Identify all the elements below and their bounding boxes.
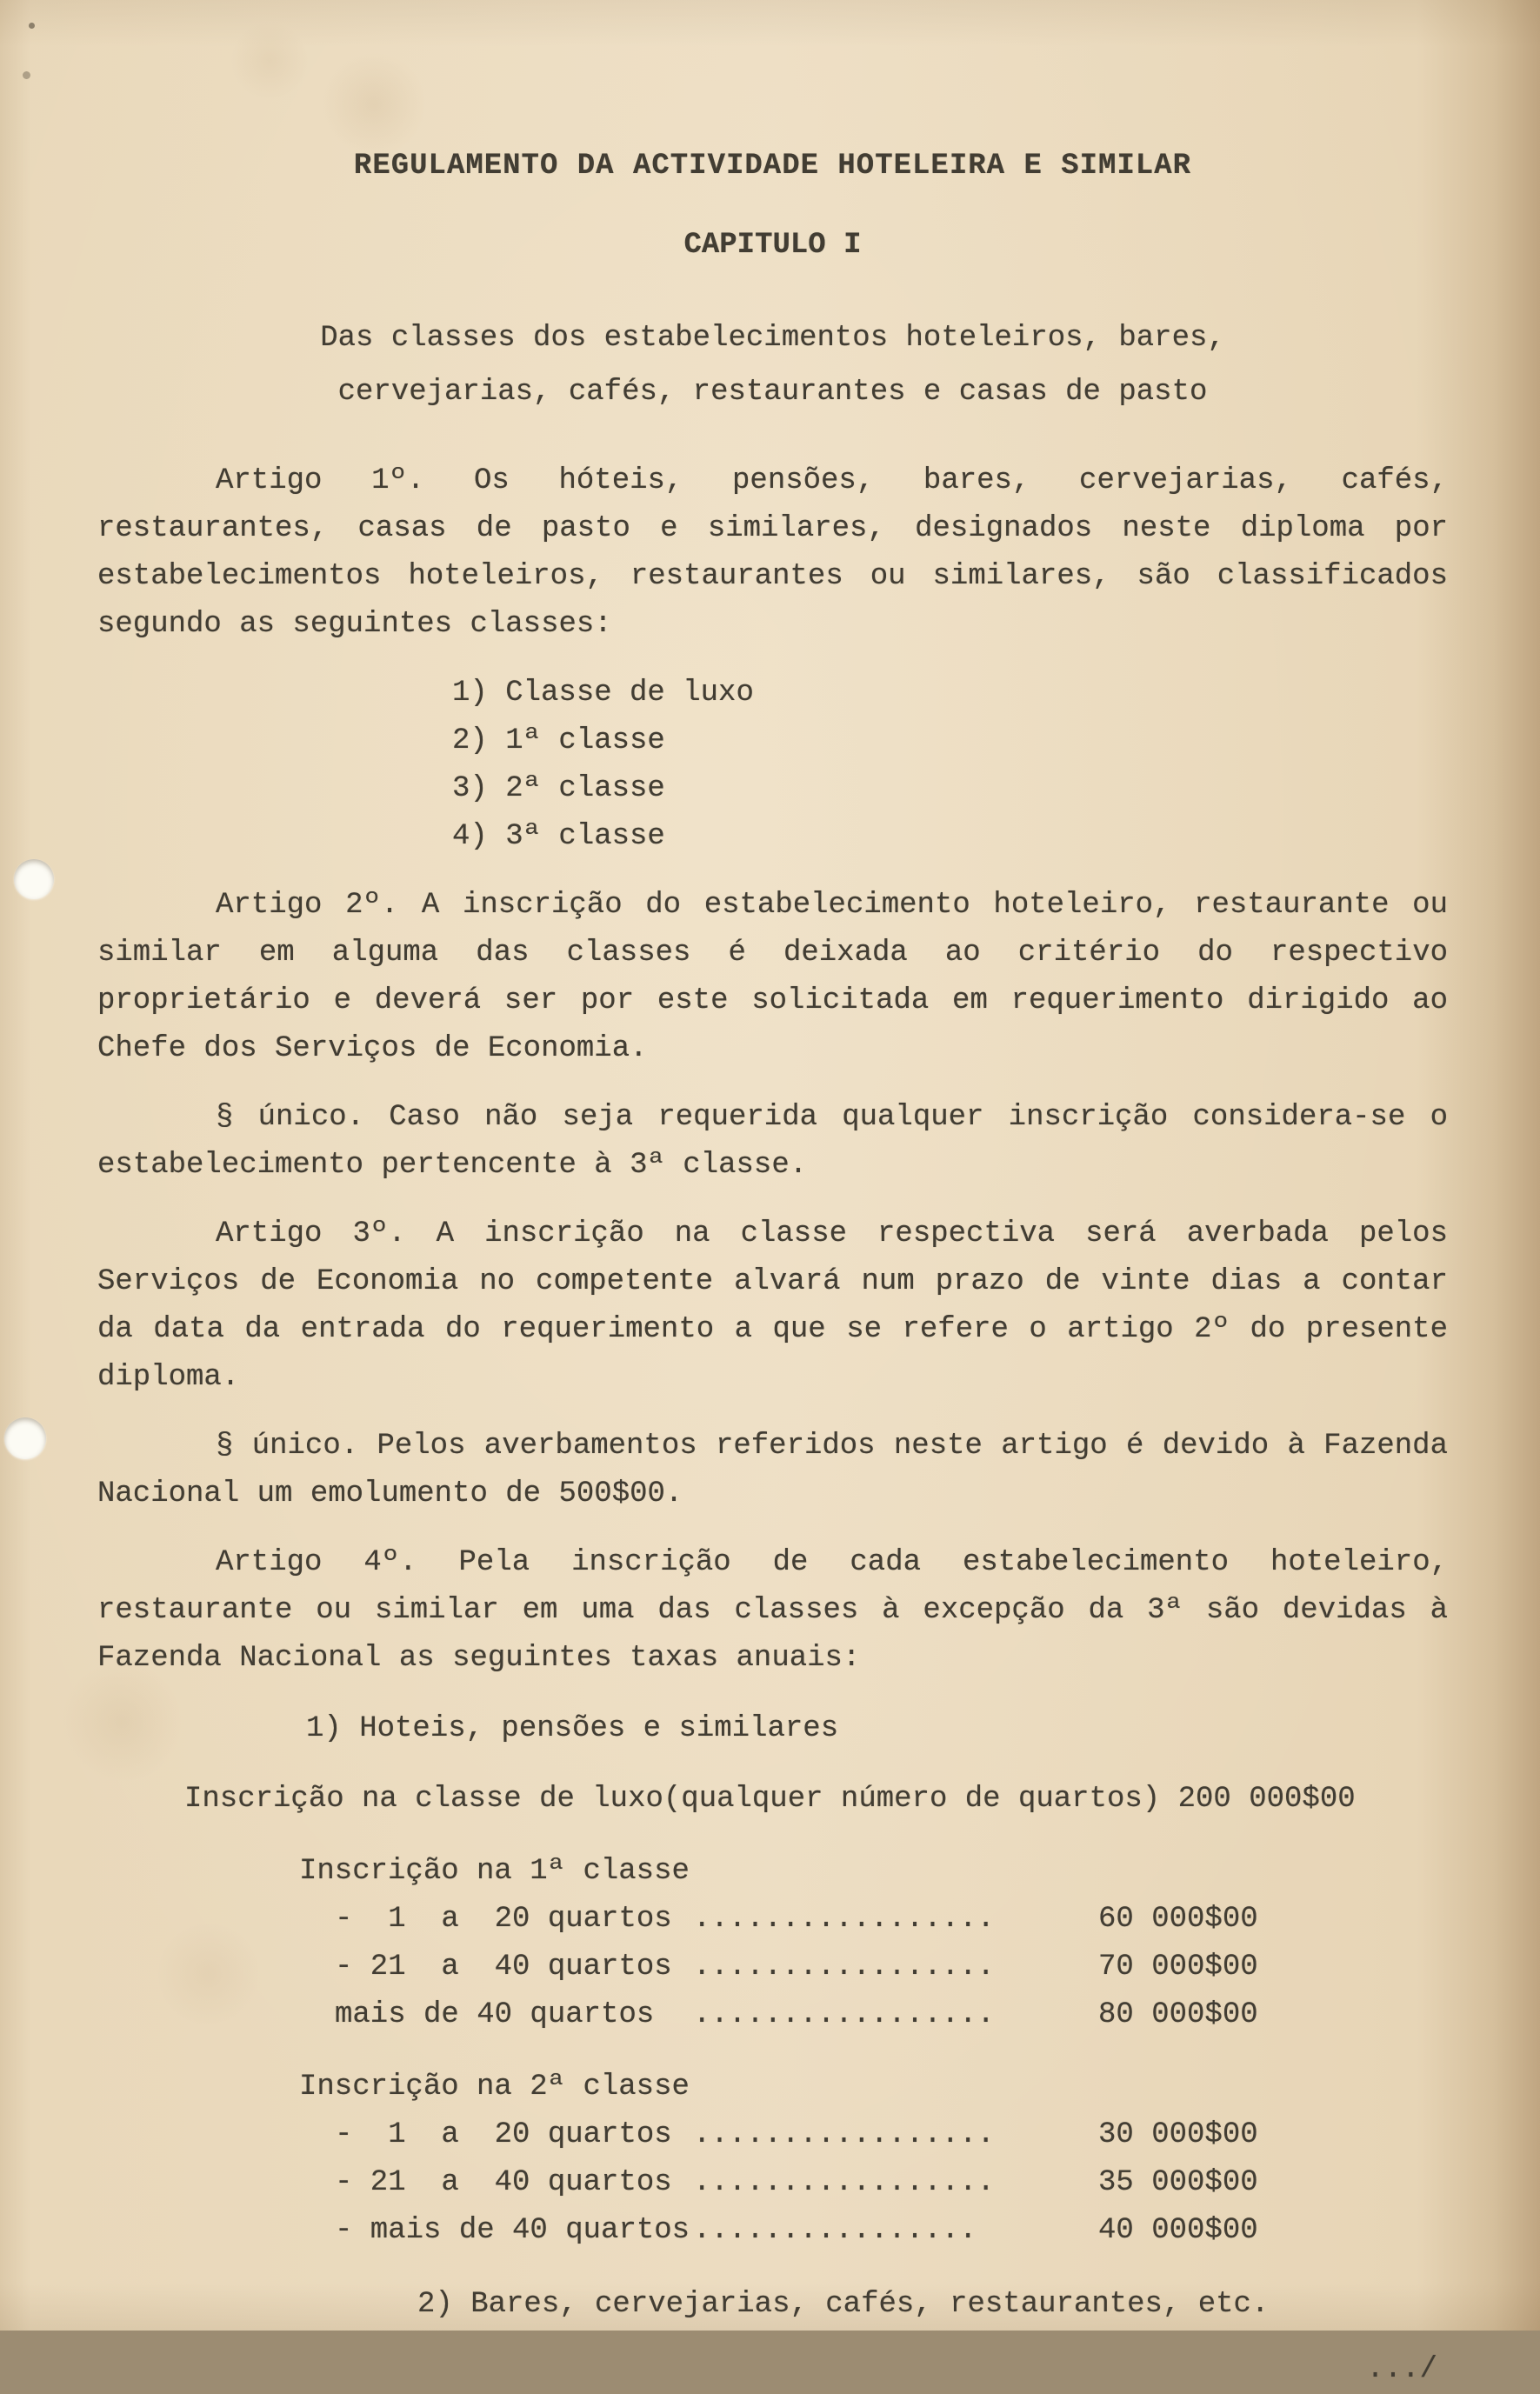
fee-table-header: Inscrição na 2ª classe: [299, 2071, 690, 2104]
paragraph: Artigo 3º. A inscrição na classe respectiva será averbada pelos Serviços de Economia no competente alvará num prazo de vinte dias a contar da data da entrada do requerimento a que se refere o artigo 2º do presente diploma.: [97, 1217, 1448, 1394]
fee-row-label: - 21 a 40 quartos: [335, 2166, 672, 2199]
fee-row-dots: .................: [693, 1903, 995, 1936]
fee-row-label: - mais de 40 quartos: [335, 2214, 690, 2247]
fee-table-row: [97, 1944, 1448, 1991]
fee-table-row: [97, 1896, 1448, 1944]
fee-row-label: mais de 40 quartos: [335, 1998, 655, 2031]
fee-row-label: - 1 a 20 quartos: [335, 2118, 672, 2151]
fee-group-item: 1) Hoteis, pensões e similares: [306, 1712, 839, 1745]
continuation-mark: .../: [1366, 2353, 1437, 2386]
paragraph: Artigo 1º. Os hóteis, pensões, bares, cervejarias, cafés, restaurantes, casas de pasto e similares, designados neste diploma por estabelecimentos hoteleiros, restaurantes ou similares, são classificados segundo as seguintes classes:: [97, 464, 1448, 641]
fee-row-label: - 21 a 40 quartos: [335, 1951, 672, 1984]
class-list-item: 1) Classe de luxo: [452, 677, 754, 710]
class-list-item: 4) 3ª classe: [452, 820, 665, 853]
fee-table-row: [97, 2207, 1448, 2255]
fee-row-amount: 60 000$00: [1098, 1903, 1258, 1936]
fee-table-row: [97, 2111, 1448, 2159]
paragraph: § único. Pelos averbamentos referidos neste artigo é devido à Fazenda Nacional um emolumento de 500$00.: [97, 1430, 1448, 1510]
subtitle-line-2: cervejarias, cafés, restaurantes e casas de pasto: [337, 376, 1208, 409]
fee-row-amount: 30 000$00: [1098, 2118, 1258, 2151]
fee-row-amount: 35 000$00: [1098, 2166, 1258, 2199]
fee-table-row: [97, 1991, 1448, 2039]
paragraph: Artigo 2º. A inscrição do estabelecimento hoteleiro, restaurante ou similar em alguma das classes é deixada ao critério do respectivo proprietário e deverá ser por este solicitada em requerimento dirigido ao Chefe dos Serviços de Economia.: [97, 889, 1448, 1065]
class-list-item: 3) 2ª classe: [452, 772, 665, 805]
fee-table-header: Inscrição na 1ª classe: [299, 1855, 690, 1888]
subtitle-line-1: Das classes dos estabelecimentos hoteleiros, bares,: [320, 322, 1225, 355]
document-title: REGULAMENTO DA ACTIVIDADE HOTELEIRA E SIMILAR: [353, 150, 1192, 183]
fee-row-dots: .................: [693, 2118, 995, 2151]
fee-row-dots: .................: [693, 1951, 995, 1984]
fee-table-row: [97, 2159, 1448, 2207]
fee-row-dots: .................: [693, 1998, 995, 2031]
fee-row-amount: 70 000$00: [1098, 1951, 1258, 1984]
fee-group-item: 2) Bares, cervejarias, cafés, restaurantes, etc.: [417, 2288, 1270, 2321]
fee-row-label: - 1 a 20 quartos: [335, 1903, 672, 1936]
document-body: [97, 457, 1448, 2329]
section-subtitle: [97, 311, 1448, 419]
class-list-item: 2) 1ª classe: [452, 724, 665, 757]
paragraph: § único. Caso não seja requerida qualquer inscrição considera-se o estabelecimento pertencente à 3ª classe.: [97, 1101, 1448, 1182]
paragraph: Artigo 4º. Pela inscrição de cada estabelecimento hoteleiro, restaurante ou similar em uma das classes à excepção da 3ª são devidas à Fazenda Nacional as seguintes taxas anuais:: [97, 1546, 1448, 1675]
fee-row-amount: 80 000$00: [1098, 1998, 1258, 2031]
fee-row-dots: .................: [693, 2166, 995, 2199]
luxury-class-fee-line: Inscrição na classe de luxo(qualquer número de quartos) 200 000$00: [184, 1783, 1356, 1816]
fee-row-dots: ................: [693, 2214, 977, 2247]
fee-row-amount: 40 000$00: [1098, 2214, 1258, 2247]
chapter-heading: CAPITULO I: [683, 229, 862, 262]
